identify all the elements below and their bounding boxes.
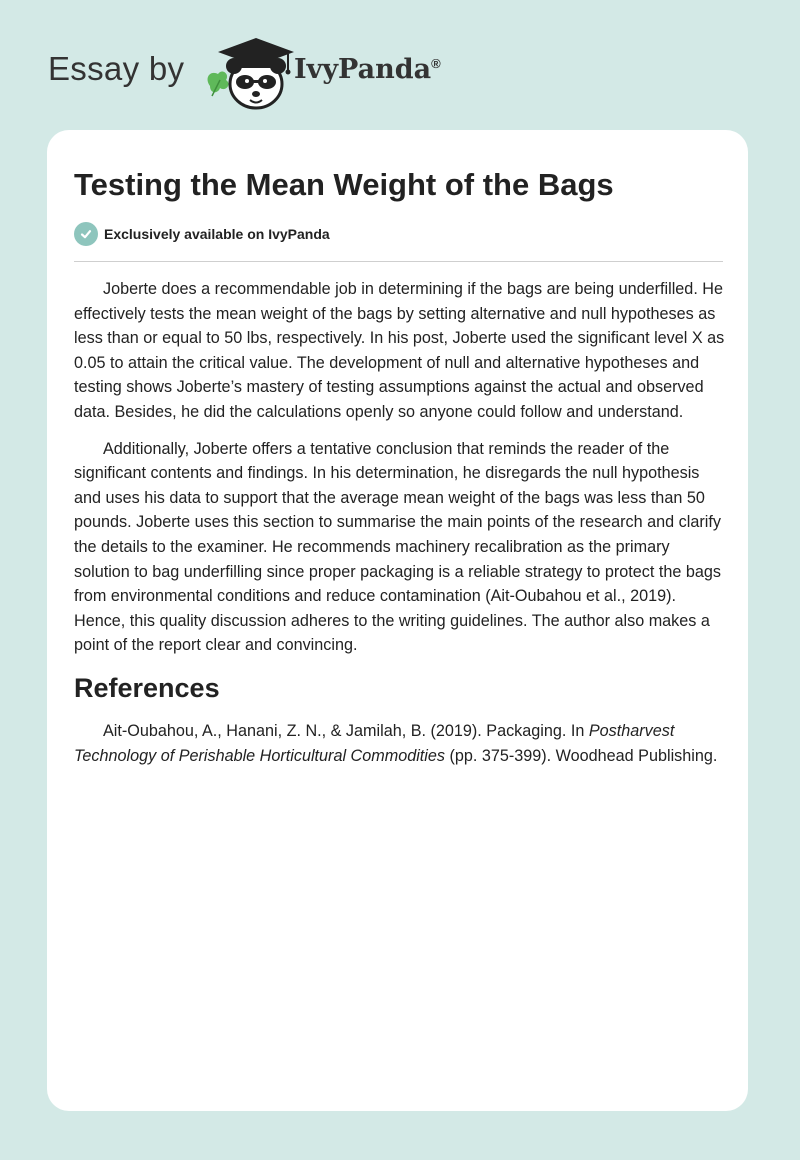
reference-book-title: Postharvest Technology of Perishable Horticultural Commodities (74, 721, 675, 765)
essay-body (74, 277, 726, 780)
paragraph: Additionally, Joberte offers a tentative conclusion that reminds the reader of the significant contents and findings. In his determination, he disregards the null hypothesis and uses his data to support that the average mean weight of the bags was less than 50 pounds. Joberte uses this section to summarise the main points of the research and clarify the details to the examiner. He recommends machinery recalibration as the primary solution to bag underfilling since proper packaging is a reliable strategy to protect the bags from environmental conditions and reduce contamination (Ait-Oubahou et al., 2019). Hence, this quality discussion adheres to the writing guidelines. The author also makes a point of the report clear and convincing. (74, 439, 721, 655)
check-icon (74, 222, 98, 246)
site-header (48, 30, 748, 120)
page-title: Testing the Mean Weight of the Bags (74, 167, 614, 202)
reference-text-end: (pp. 375-399). Woodhead Publishing. (445, 746, 718, 765)
divider (74, 261, 723, 262)
essay-card (47, 130, 748, 1111)
essay-by-label: Essay by (48, 50, 185, 87)
reference-text: Ait-Oubahou, A., Hanani, Z. N., & Jamilah, B. (2019). Packaging. In (103, 721, 589, 740)
brand-name[interactable]: IvyPanda® (294, 54, 441, 85)
exclusive-badge (74, 221, 330, 247)
panda-graduation-cap-icon[interactable] (202, 34, 298, 114)
paragraph: Joberte does a recommendable job in determining if the bags are being underfilled. He effectively tests the mean weight of the bags by setting alternative and null hypotheses as less than or equal to 50 lbs, respectively. In his post, Joberte used the significant level X as 0.05 to attain the critical value. The development of null and alternative hypotheses and testing shows Joberte’s mastery of testing assumptions against the actual and observed data. Besides, he did the calculations openly so anyone could follow and understand. (74, 280, 725, 421)
references-heading: References (74, 672, 220, 703)
reference-entry (74, 719, 726, 768)
registered-mark: ® (431, 56, 441, 71)
badge-label: Exclusively available on IvyPanda (104, 226, 330, 242)
